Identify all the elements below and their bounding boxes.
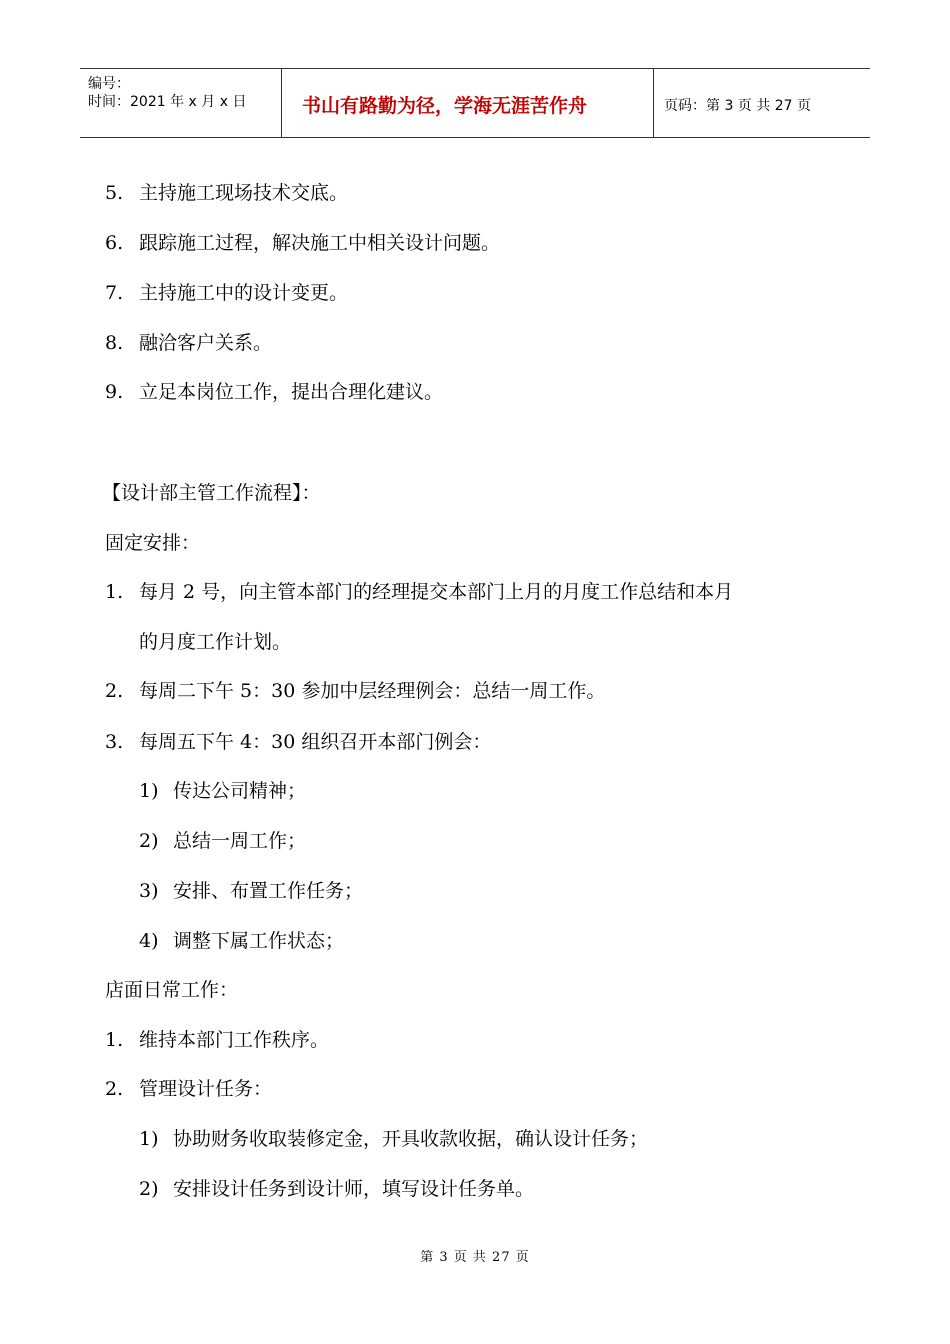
header-motto-cell <box>282 69 654 137</box>
daily-title: 店面日常工作： <box>105 979 239 1001</box>
item-text: 融洽客户关系。 <box>139 332 273 354</box>
item-number: 6. <box>105 232 124 254</box>
fixed-title: 固定安排： <box>105 532 201 554</box>
item-text: 每周二下午 5：30 参加中层经理例会：总结一周工作。 <box>139 680 606 702</box>
item-text: 传达公司精神； <box>173 780 307 802</box>
item-number: 2. <box>105 680 124 702</box>
page-footer: 第 3 页 共 27 页 <box>420 1250 530 1265</box>
item-text: 主持施工中的设计变更。 <box>139 282 349 304</box>
item-number: 5. <box>105 182 124 204</box>
page-info: 页码：第 3 页 共 27 页 <box>664 98 811 114</box>
date-label: 时间：2021 年 x 月 x 日 <box>88 94 247 110</box>
item-number: 2) <box>139 1178 159 1200</box>
item-text: 每周五下午 4：30 组织召开本部门例会： <box>139 731 492 753</box>
item-text: 总结一周工作； <box>173 830 307 852</box>
item-number: 2) <box>139 830 159 852</box>
item-text: 立足本岗位工作，提出合理化建议。 <box>139 381 444 403</box>
item-number: 3) <box>139 880 159 902</box>
item-text: 每月 2 号，向主管本部门的经理提交本部门上月的月度工作总结和本月 <box>139 581 734 603</box>
item-number: 1) <box>139 1128 159 1150</box>
item-text: 安排设计任务到设计师，填写设计任务单。 <box>173 1178 535 1200</box>
item-number: 1) <box>139 780 159 802</box>
code-label: 编号： <box>88 76 130 92</box>
item-text: 维持本部门工作秩序。 <box>139 1029 330 1051</box>
header-meta <box>80 69 282 137</box>
item-number: 1. <box>105 1029 124 1051</box>
page-header <box>80 68 870 138</box>
item-number: 7. <box>105 282 124 304</box>
item-number: 8. <box>105 332 124 354</box>
header-page-cell <box>654 69 870 137</box>
item-text: 安排、布置工作任务； <box>173 880 364 902</box>
item-continuation: 的月度工作计划。 <box>139 631 292 653</box>
item-number: 3. <box>105 731 124 753</box>
item-text: 调整下属工作状态； <box>173 930 345 952</box>
section-title: 【设计部主管工作流程】： <box>102 482 321 504</box>
item-text: 主持施工现场技术交底。 <box>139 182 349 204</box>
item-text: 管理设计任务： <box>139 1078 273 1100</box>
item-number: 1. <box>105 581 124 603</box>
item-number: 4) <box>139 930 159 952</box>
item-number: 9. <box>105 381 124 403</box>
item-text: 协助财务收取装修定金，开具收款收据，确认设计任务； <box>173 1128 649 1150</box>
motto: 书山有路勤为径，学海无涯苦作舟 <box>302 95 588 117</box>
item-number: 2. <box>105 1078 124 1100</box>
item-text: 跟踪施工过程，解决施工中相关设计问题。 <box>139 232 501 254</box>
